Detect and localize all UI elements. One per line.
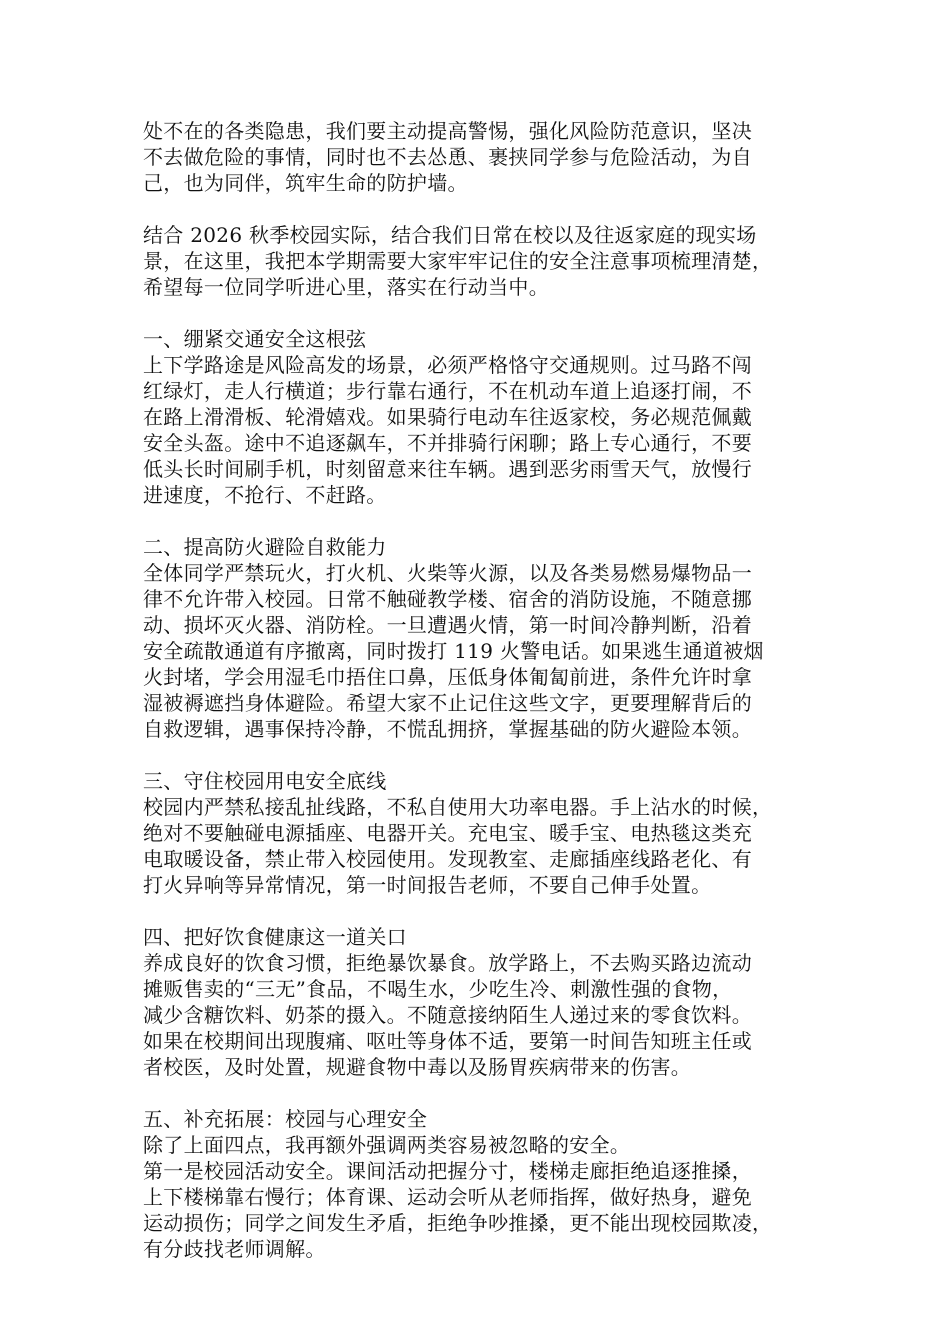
intro-paragraph-1: 处不在的各类隐患，我们要主动提高警惕，强化风险防范意识，坚决 不去做危险的事情，同时也不去怂恿、裹挟同学参与危险活动，为自 己，也为同伴，筑牢生命的防护墙。 xyxy=(143,119,752,195)
section-heading-food: 四、把好饮食健康这一道关口 xyxy=(143,925,407,949)
paragraph-gap xyxy=(143,300,823,326)
section-heading-fire: 二、提高防火避险自救能力 xyxy=(143,535,387,559)
intro-paragraph-2: 结合 2026 秋季校园实际，结合我们日常在校以及往返家庭的现实场 景，在这里，我把本学期需要大家牢牢记住的安全注意事项梳理清楚， 希望每一位同学听进心里，落实在行动当中。 xyxy=(143,223,773,299)
section-body-fire: 全体同学严禁玩火，打火机、火柴等火源，以及各类易燃易爆物品一 律不允许带入校园。日常不触碰教学楼、宿舍的消防设施，不随意挪 动、损坏灭火器、消防栓。一旦遭遇火情，第一时间冷静判断，沿着 安全疏散通道有序撤离，同时拨打 119 火警电话。如果逃生通道被烟 火封堵，学会用湿毛巾捂住口鼻，压低身体匍匐前进，条件允许时拿 湿被褥遮挡身体避险。希望大家不止记住这些文字，更要理解背后的 自救逻辑，遇事保持冷静，不慌乱拥挤，掌握基础的防火避险本领。 xyxy=(143,561,764,741)
section-body-traffic: 上下学路途是风险高发的场景，必须严格恪守交通规则。过马路不闯 红绿灯，走人行横道；步行靠右通行，不在机动车道上追逐打闹，不 在路上滑滑板、轮滑嬉戏。如果骑行电动车往返家校，务必规范佩戴 安全头盔。途中不追逐飙车，不并排骑行闲聊；路上专心通行，不要 低头长时间刷手机，时刻留意来往车辆。遇到恶劣雨雪天气，放慢行 进速度，不抢行、不赶路。 xyxy=(143,353,752,507)
section-body-electricity: 校园内严禁私接乱扯线路，不私自使用大功率电器。手上沾水的时候， 绝对不要触碰电源插座、电器开关。充电宝、暖手宝、电热毯这类充 电取暖设备，禁止带入校园使用。发现教室、走廊插座线路老化、有 打火异响等异常情况，第一时间报告老师，不要自己伸手处置。 xyxy=(143,795,773,897)
paragraph-gap xyxy=(143,196,823,222)
paragraph-gap xyxy=(143,742,823,768)
section-heading-campus-mental: 五、补充拓展：校园与心理安全 xyxy=(143,1107,428,1131)
paragraph-gap xyxy=(143,1080,823,1106)
paragraph-gap xyxy=(143,898,823,924)
section-body-food: 养成良好的饮食习惯，拒绝暴饮暴食。放学路上，不去购买路边流动 摊贩售卖的“三无”食品，不喝生水，少吃生冷、刺激性强的食物， 减少含糖饮料、奶茶的摄入。不随意接纳陌生人递过来的零食饮料。 如果在校期间出现腹痛、呕吐等身体不适，要第一时间告知班主任或 者校医，及时处置，规避食物中毒以及肠胃疾病带来的伤害。 xyxy=(143,951,752,1079)
section-heading-traffic: 一、绷紧交通安全这根弦 xyxy=(143,327,367,351)
section-heading-electricity: 三、守住校园用电安全底线 xyxy=(143,769,387,793)
section-body-campus-mental-intro: 除了上面四点，我再额外强调两类容易被忽略的安全。 xyxy=(143,1133,631,1157)
document-page xyxy=(143,118,823,1262)
paragraph-gap xyxy=(143,508,823,534)
section-body-campus-activity: 第一是校园活动安全。课间活动把握分寸，楼梯走廊拒绝追逐推搡， 上下楼梯靠右慢行；体育课、运动会听从老师指挥，做好热身，避免 运动损伤；同学之间发生矛盾，拒绝争吵推搡，更不能出现校园欺凌， 有分歧找老师调解。 xyxy=(143,1159,773,1261)
